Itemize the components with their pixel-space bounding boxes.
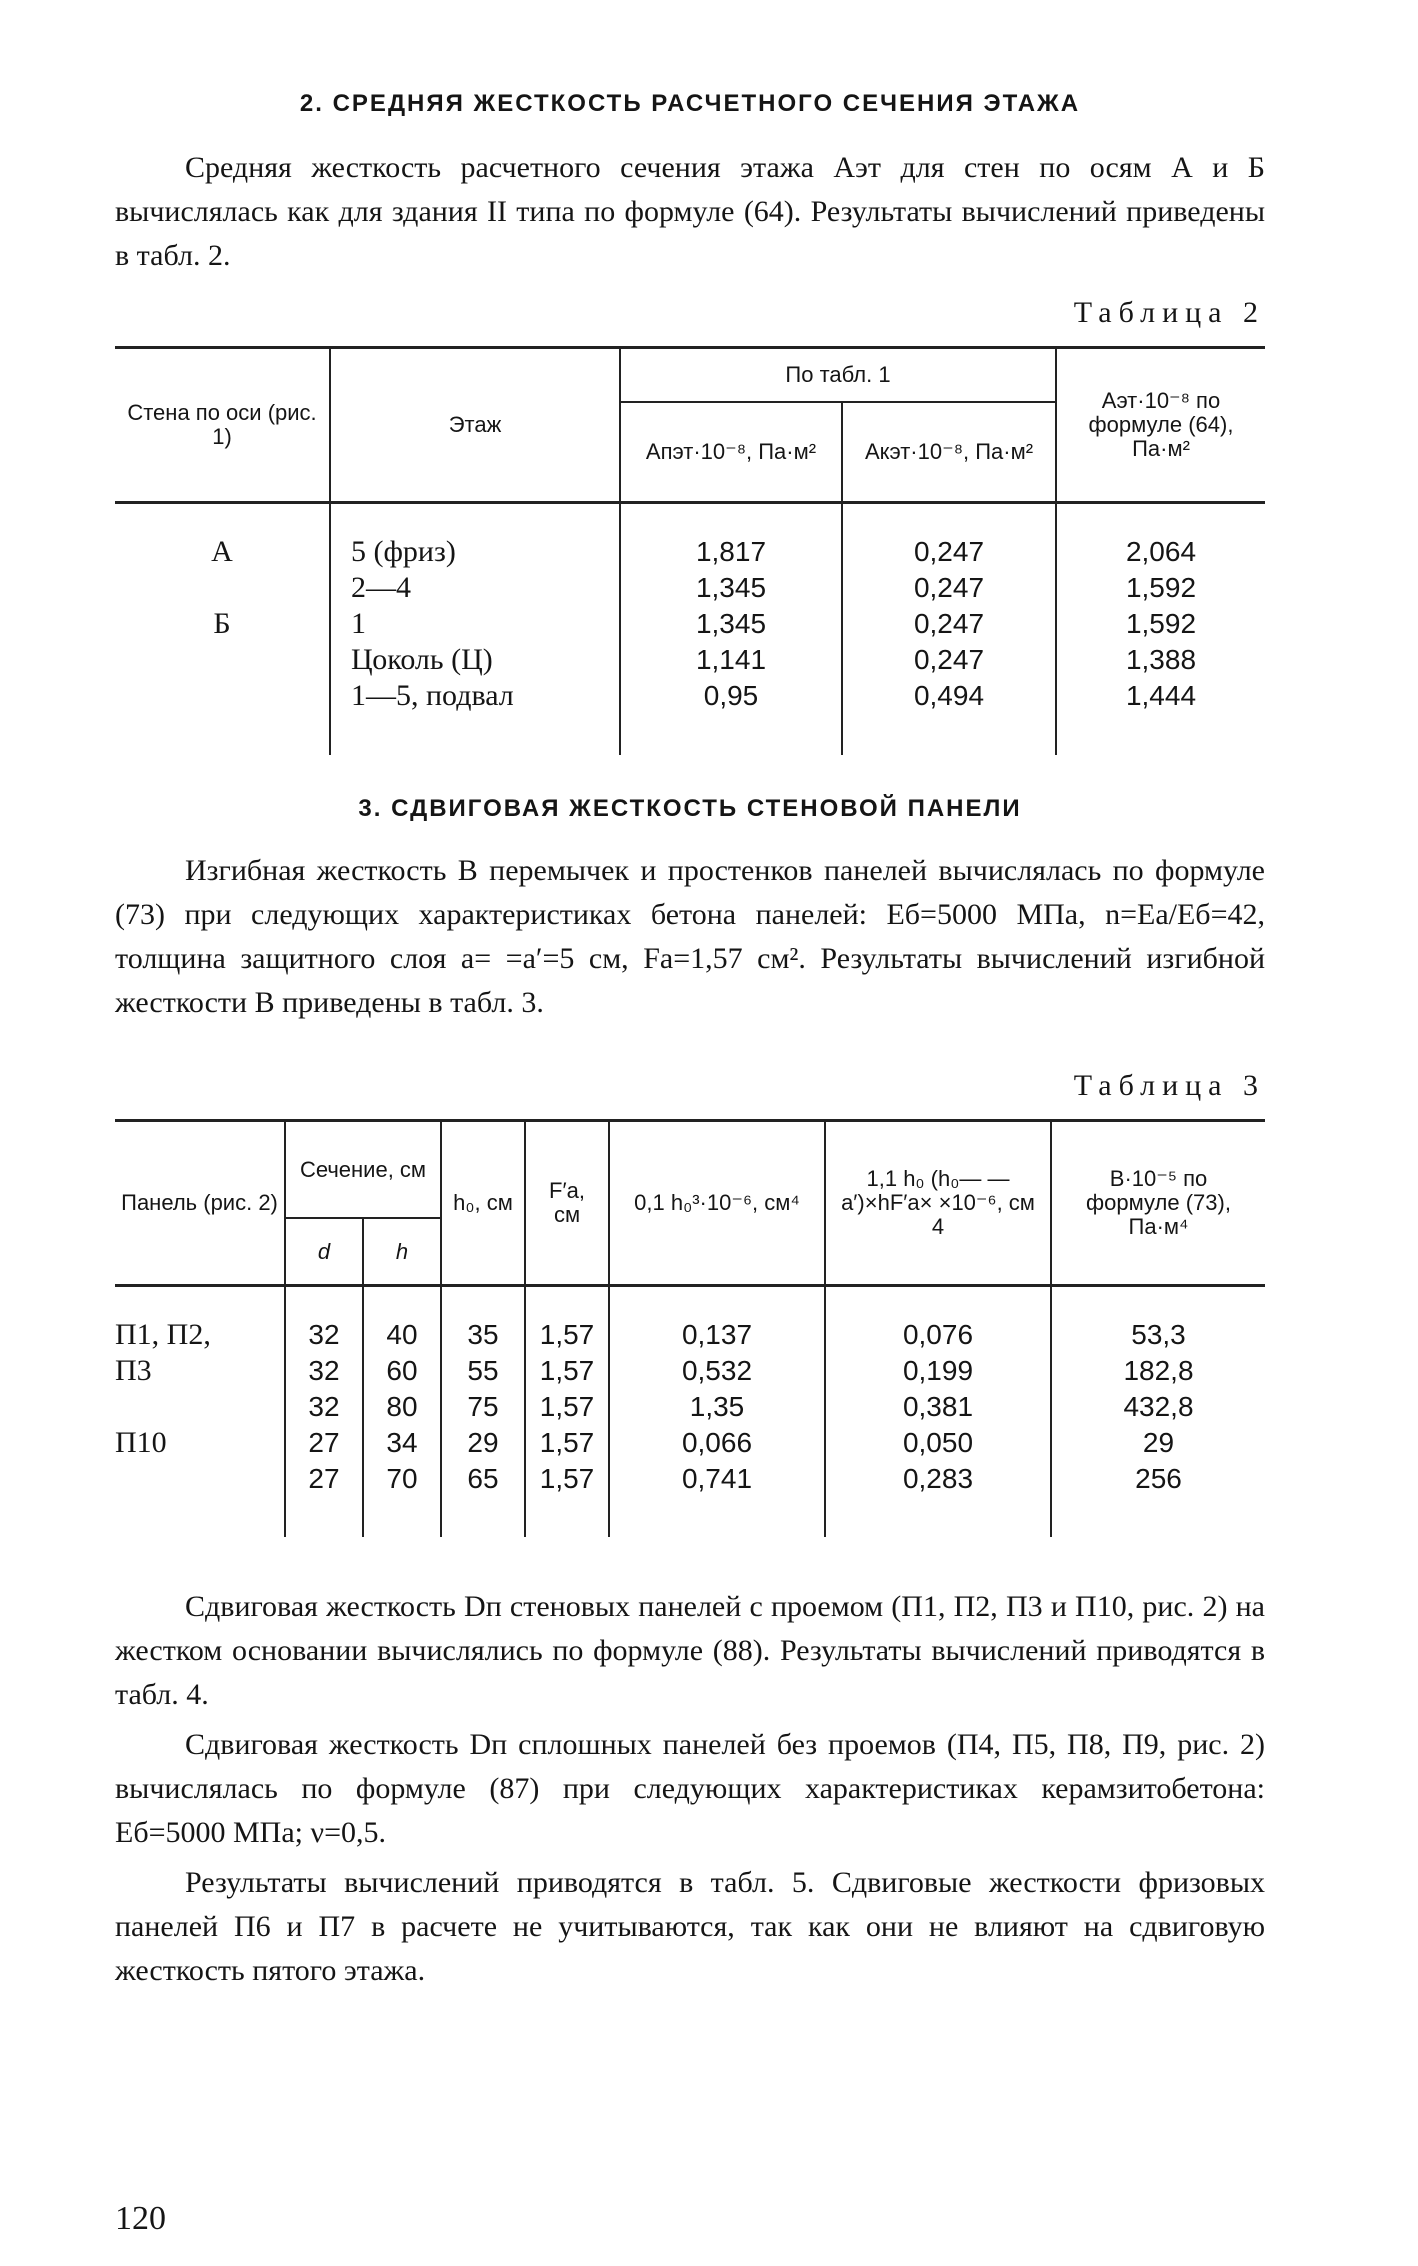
t2-col-aet <box>1056 503 1265 756</box>
t3-cell: П10 <box>115 1426 167 1459</box>
t3-cell: 27 <box>308 1427 340 1458</box>
t2-cell: 5 (фриз) <box>351 535 456 568</box>
t3-cell: 32 <box>308 1355 340 1386</box>
section-2-heading: 2. СРЕДНЯЯ ЖЕСТКОСТЬ РАСЧЕТНОГО СЕЧЕНИЯ ЭТАЖА <box>299 90 1081 117</box>
paragraph-after-1: Сдвиговая жесткость Dп стеновых панелей с проемом (П1, П2, П3 и П10, рис. 2) на жестком основании вычислялись по формуле (88). Результаты вычислений приводятся в табл. 4. <box>115 1590 1265 1711</box>
t3-header-panel: Панель (рис. 2) <box>115 1121 285 1286</box>
t2-cell: 1,388 <box>1125 644 1197 675</box>
t3-cell: 27 <box>308 1463 340 1494</box>
t2-cell: 1,817 <box>695 536 767 567</box>
t3-cell: П1, П2, <box>115 1318 211 1351</box>
paragraph-after-3: Результаты вычислений приводятся в табл. 5. Сдвиговые жесткости фризовых панелей П6 и П7 в расчете не учитываются, так как они не влияют на сдвиговую жесткость пятого этажа. <box>115 1866 1265 1987</box>
t3-cell: 34 <box>386 1427 418 1458</box>
section-3-heading: 3. СДВИГОВАЯ ЖЕСТКОСТЬ СТЕНОВОЙ ПАНЕЛИ <box>358 795 1022 822</box>
t2-cell: 1,444 <box>1125 680 1197 711</box>
t3-header-fa: F′a, см <box>525 1121 609 1286</box>
t3-header-c2: 1,1 h₀ (h₀— —a′)×hF′a× ×10⁻⁶, см 4 <box>825 1121 1051 1286</box>
t2-cell: 0,494 <box>913 680 985 711</box>
t2-cell: А <box>211 535 233 568</box>
page-number: 120 <box>115 2200 166 2237</box>
t3-header-b: B·10⁻⁵ по формуле (73), Па·м⁴ <box>1051 1121 1265 1286</box>
t2-header-group: По табл. 1 <box>620 348 1056 403</box>
t2-cell: 1 <box>351 607 366 640</box>
t3-cell: 75 <box>467 1391 499 1422</box>
t2-cell: 1,345 <box>695 608 767 639</box>
t3-cell: 1,57 <box>539 1319 595 1350</box>
t3-col-fa <box>525 1286 609 1538</box>
t2-cell: 1,592 <box>1125 608 1197 639</box>
t2-header-ap: Aпэт·10⁻⁸, Па·м² <box>620 402 842 503</box>
t3-cell: 0,532 <box>681 1355 753 1386</box>
t3-cell: 1,57 <box>539 1427 595 1458</box>
t2-cell: Цоколь (Ц) <box>351 643 493 676</box>
t3-cell: 40 <box>386 1319 418 1350</box>
t2-cell: 1,592 <box>1125 572 1197 603</box>
t3-cell: 0,137 <box>681 1319 753 1350</box>
t3-cell: 32 <box>308 1319 340 1350</box>
t2-cell: 0,247 <box>913 608 985 639</box>
t2-cell: 1—5, подвал <box>351 679 514 712</box>
t3-cell: 80 <box>386 1391 418 1422</box>
t3-cell: 0,741 <box>681 1463 753 1494</box>
table-3 <box>115 1119 1265 1537</box>
t2-col-wall <box>115 503 330 756</box>
t3-cell: 29 <box>1142 1427 1175 1458</box>
t3-cell: 1,57 <box>539 1391 595 1422</box>
t3-col-c1 <box>609 1286 825 1538</box>
t3-header-section: Сечение, см <box>285 1121 441 1219</box>
t2-cell: Б <box>213 607 231 640</box>
t3-col-c2 <box>825 1286 1051 1538</box>
t3-cell: 0,381 <box>902 1391 974 1422</box>
t3-cell: 0,199 <box>902 1355 974 1386</box>
t2-col-ap <box>620 503 842 756</box>
t2-cell: 1,141 <box>695 644 767 675</box>
t3-cell: П3 <box>115 1354 152 1387</box>
t3-cell: 29 <box>467 1427 499 1458</box>
table-2 <box>115 346 1265 755</box>
t3-cell: 182,8 <box>1123 1355 1194 1386</box>
t3-cell: 0,050 <box>902 1427 974 1458</box>
t3-col-b <box>1051 1286 1265 1538</box>
t3-cell: 70 <box>386 1463 418 1494</box>
t2-col-floor <box>330 503 620 756</box>
t2-header-aet: Aэт·10⁻⁸ по формуле (64), Па·м² <box>1056 348 1265 503</box>
t2-cell: 0,247 <box>913 536 985 567</box>
t3-col-h0 <box>441 1286 525 1538</box>
t3-cell: 0,283 <box>902 1463 974 1494</box>
t3-cell: 0,076 <box>902 1319 974 1350</box>
t3-cell: 1,57 <box>539 1355 595 1386</box>
t3-cell: 1,35 <box>689 1391 745 1422</box>
t3-header-c1: 0,1 h₀³·10⁻⁶, см⁴ <box>609 1121 825 1286</box>
t2-cell: 1,345 <box>695 572 767 603</box>
t2-cell: 2,064 <box>1125 536 1197 567</box>
t3-cell: 256 <box>1135 1463 1182 1494</box>
t3-cell: 60 <box>386 1355 418 1386</box>
t3-col-h <box>363 1286 441 1538</box>
t2-header-wall: Стена по оси (рис. 1) <box>115 348 330 503</box>
t3-cell: 55 <box>467 1355 499 1386</box>
t3-cell: 32 <box>308 1391 340 1422</box>
t3-col-panel <box>115 1286 285 1538</box>
t3-header-d: d <box>285 1218 363 1286</box>
t3-col-d <box>285 1286 363 1538</box>
t2-cell: 0,95 <box>703 680 759 711</box>
t2-header-ak: Aкэт·10⁻⁸, Па·м² <box>842 402 1056 503</box>
t3-header-h: h <box>363 1218 441 1286</box>
t3-header-h0: h₀, см <box>441 1121 525 1286</box>
t3-cell: 65 <box>467 1463 499 1494</box>
table-3-caption: Таблица 3 <box>1073 1069 1265 1102</box>
t3-cell: 432,8 <box>1123 1391 1194 1422</box>
paragraph-after-2: Сдвиговая жесткость Dп сплошных панелей без проемов (П4, П5, П8, П9, рис. 2) вычислялась по формуле (87) при следующих характеристиках керамзитобетона: Eб=5000 МПа; ν=0,5. <box>115 1728 1265 1849</box>
t3-cell: 1,57 <box>539 1463 595 1494</box>
t2-cell: 2—4 <box>351 571 411 604</box>
t3-cell: 0,066 <box>681 1427 753 1458</box>
table-2-caption: Таблица 2 <box>1073 296 1265 329</box>
section-2-paragraph: Средняя жесткость расчетного сечения этажа Aэт для стен по осям А и Б вычислялась как для здания II типа по формуле (64). Результаты вычислений приведены в табл. 2. <box>115 151 1265 272</box>
t2-cell: 0,247 <box>913 572 985 603</box>
t3-cell: 53,3 <box>1131 1319 1186 1350</box>
t2-col-ak <box>842 503 1056 756</box>
section-3-paragraph: Изгибная жесткость B перемычек и простенков панелей вычислялась по формуле (73) при следующих характеристиках бетона панелей: Eб=5000 МПа, n=Ea/Eб=42, толщина защитного слоя a= =a′=5 см, Fa=1,57 см². Результаты вычислений изгибной жесткости B приведены в табл. 3. <box>115 854 1265 1019</box>
t2-cell: 0,247 <box>913 644 985 675</box>
page-content <box>115 90 1265 1993</box>
t3-cell: 35 <box>467 1319 499 1350</box>
t2-header-floor: Этаж <box>330 348 620 503</box>
